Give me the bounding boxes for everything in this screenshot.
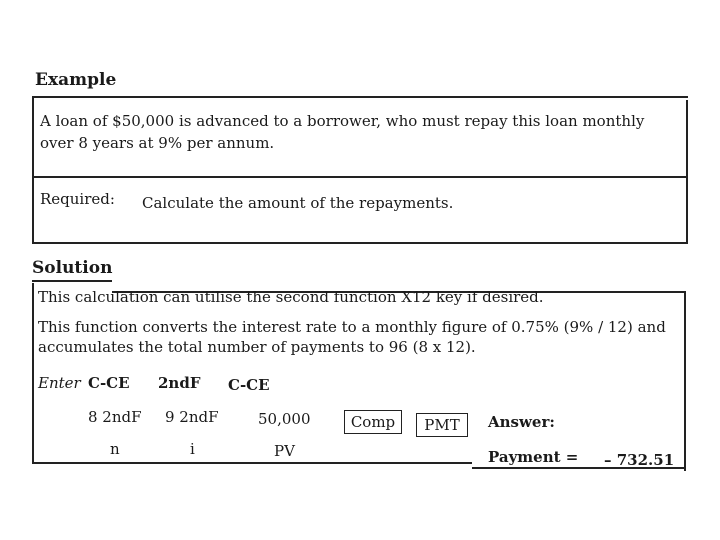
payment-label: Payment = xyxy=(488,448,579,466)
solution-para-line-2: accumulates the total number of payments to 96 (8 x 12). xyxy=(38,338,476,356)
key-c-ce-1: C-CE xyxy=(88,374,130,392)
example-text-line-1: A loan of $50,000 is advanced to a borrower, who must repay this loan monthly xyxy=(40,112,645,130)
required-label: Required: xyxy=(40,190,115,208)
payment-value: – 732.51 xyxy=(604,451,675,469)
label-i: i xyxy=(190,440,195,458)
pmt-key: PMT xyxy=(416,413,468,437)
enter-label: Enter xyxy=(38,374,81,392)
answer-label: Answer: xyxy=(488,413,555,431)
label-pv: PV xyxy=(274,442,295,460)
example-heading: Example xyxy=(35,70,117,90)
key-9-2ndf: 9 2ndF xyxy=(165,408,219,426)
key-2ndf: 2ndF xyxy=(158,374,201,392)
required-text: Calculate the amount of the repayments. xyxy=(142,194,454,212)
solution-para-line-1: This function converts the interest rate to a monthly figure of 0.75% (9% / 12) and xyxy=(38,318,666,336)
solution-heading-underline xyxy=(32,280,112,282)
key-8-2ndf: 8 2ndF xyxy=(88,408,142,426)
key-50000: 50,000 xyxy=(258,410,311,428)
solution-heading: Solution xyxy=(32,258,113,278)
label-n: n xyxy=(110,440,120,458)
comp-key: Comp xyxy=(344,410,402,434)
example-text-line-2: over 8 years at 9% per annum. xyxy=(40,134,275,152)
key-c-ce-2: C-CE xyxy=(228,376,270,394)
solution-text-line-1: This calculation can utilise the second function X12 key if desired. xyxy=(38,288,544,306)
